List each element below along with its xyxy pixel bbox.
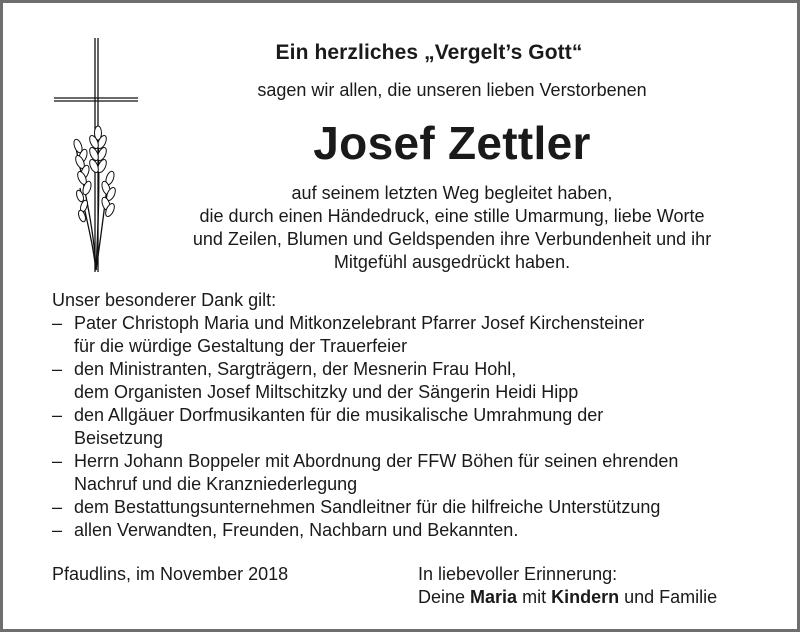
list-dash: – <box>52 405 63 425</box>
notice-subheading: sagen wir allen, die unseren lieben Verstorbenen <box>257 80 647 100</box>
notice-heading: Ein herzliches „Vergelt’s Gott“ <box>275 41 583 64</box>
closing-line: In liebevoller Erinnerung: <box>418 564 618 584</box>
thanks-intro: Unser besonderer Dank gilt: <box>52 290 277 310</box>
signature-mid: mit <box>522 587 547 607</box>
list-dash: – <box>52 520 63 540</box>
signature-name-maria: Maria <box>470 587 518 607</box>
signature-prefix: Deine <box>418 587 466 607</box>
thanks-item-line: dem Organisten Josef Miltschitzky und der Sängerin Heidi Hipp <box>74 382 579 402</box>
thanks-item-line: für die würdige Gestaltung der Trauerfeier <box>74 336 408 356</box>
place-date: Pfaudlins, im November 2018 <box>52 564 289 584</box>
body-line: und Zeilen, Blumen und Geldspenden ihre Verbundenheit und ihr <box>192 229 712 249</box>
list-dash: – <box>52 497 63 517</box>
thanks-item-line: Herrn Johann Boppeler mit Abordnung der FFW Böhen für seinen ehrenden <box>74 451 679 471</box>
list-dash: – <box>52 451 63 471</box>
body-line: auf seinem letzten Weg begleitet haben, <box>291 183 613 203</box>
thanks-item-line: allen Verwandten, Freunden, Nachbarn und Bekannten. <box>74 520 519 540</box>
thanks-item-line: den Allgäuer Dorfmusikanten für die musikalische Umrahmung der <box>74 405 604 425</box>
list-dash: – <box>52 359 63 379</box>
list-dash: – <box>52 313 63 333</box>
thanks-item-line: Pater Christoph Maria und Mitkonzelebrant Pfarrer Josef Kirchensteiner <box>74 313 645 333</box>
thanks-item-line: Beisetzung <box>74 428 164 448</box>
thanks-item-line: Nachruf und die Kranzniederlegung <box>74 474 358 494</box>
deceased-name: Josef Zettler <box>313 117 591 169</box>
body-line: die durch einen Händedruck, eine stille Umarmung, liebe Worte <box>199 206 705 226</box>
signature-name-kindern: Kindern <box>551 587 620 607</box>
signature-suffix: und Familie <box>624 587 718 607</box>
body-line: Mitgefühl ausgedrückt haben. <box>333 252 571 272</box>
thanks-item-line: dem Bestattungsunternehmen Sandleitner für die hilfreiche Unterstützung <box>74 497 661 517</box>
thanks-item-line: den Ministranten, Sargträgern, der Mesnerin Frau Hohl, <box>74 359 517 379</box>
signature <box>418 586 717 608</box>
